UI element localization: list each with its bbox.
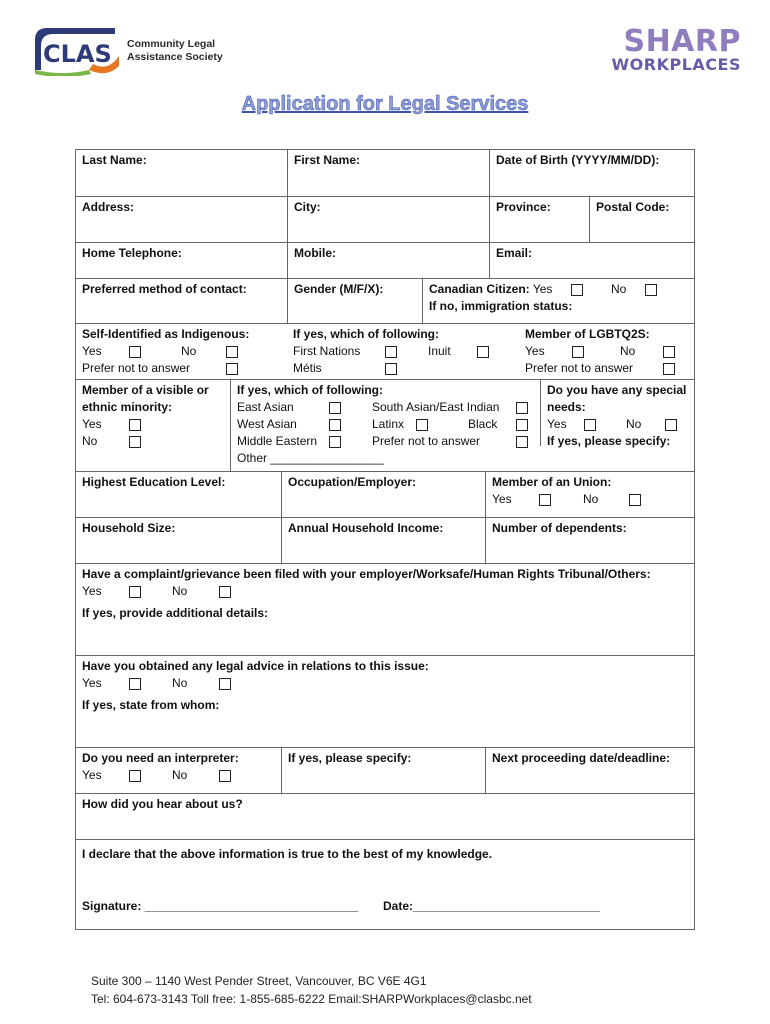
form-row-legal-advice — [76, 655, 694, 747]
metis-checkbox[interactable] — [385, 363, 397, 375]
application-form — [75, 149, 695, 930]
minority-field: Member of a visible or ethnic minority: Yes No — [82, 383, 209, 448]
east-asian-checkbox[interactable] — [329, 402, 341, 414]
mobile-field[interactable]: Mobile: — [287, 243, 489, 278]
form-row-declaration — [76, 839, 694, 929]
advice-from-whom-field[interactable]: If yes, state from whom: — [82, 698, 220, 712]
footer-phone-email: Tel: 604-673-3143 Toll free: 1-855-685-6222 Email:SHARPWorkplaces@clasbc.net — [91, 992, 532, 1006]
household-size-field[interactable]: Household Size: — [82, 521, 176, 535]
gender-field[interactable]: Gender (M/F/X): — [287, 279, 422, 323]
complaint-no-checkbox[interactable] — [219, 586, 231, 598]
advice-no-checkbox[interactable] — [219, 678, 231, 690]
black-checkbox[interactable] — [516, 419, 528, 431]
lgbtq-prefer-checkbox[interactable] — [663, 363, 675, 375]
inuit-checkbox[interactable] — [477, 346, 489, 358]
dob-field[interactable]: Date of Birth (YYYY/MM/DD): — [489, 150, 694, 196]
minority-yes-checkbox[interactable] — [129, 419, 141, 431]
home-telephone-field[interactable]: Home Telephone: — [82, 246, 182, 260]
west-asian-checkbox[interactable] — [329, 419, 341, 431]
interpreter-field: Do you need an interpreter: Yes No — [82, 751, 239, 782]
sharp-workplaces-logo: SHARP WORKPLACES — [611, 24, 741, 74]
form-row-complaint — [76, 563, 694, 655]
education-field[interactable]: Highest Education Level: — [82, 475, 226, 489]
indigenous-prefer-checkbox[interactable] — [226, 363, 238, 375]
latinx-checkbox[interactable] — [416, 419, 428, 431]
occupation-field[interactable]: Occupation/Employer: — [281, 472, 485, 517]
province-field[interactable]: Province: — [489, 197, 589, 242]
complaint-field: Have a complaint/grievance been filed with your employer/Worksafe/Human Rights Tribunal/Others: Yes No If yes, provide additional details: — [76, 564, 694, 655]
interpreter-yes-checkbox[interactable] — [129, 770, 141, 782]
minority-no-checkbox[interactable] — [129, 436, 141, 448]
last-name-field[interactable]: Last Name: — [82, 153, 147, 167]
form-row-interpreter — [76, 747, 694, 793]
minority-prefer-checkbox[interactable] — [516, 436, 528, 448]
legal-advice-field: Have you obtained any legal advice in relations to this issue: Yes No If yes, state from whom: — [76, 656, 694, 747]
clas-name: Community Legal Assistance Society — [127, 38, 223, 63]
footer-contact — [91, 972, 532, 1008]
form-row-referral — [76, 793, 694, 839]
indigenous-yes-checkbox[interactable] — [129, 346, 141, 358]
city-field[interactable]: City: — [287, 197, 489, 242]
other-ethnicity-field[interactable]: Other _________________ — [237, 451, 384, 465]
form-row-name — [76, 150, 694, 196]
lgbtq-field: Member of LGBTQ2S: Yes No Prefer not to answer — [519, 324, 694, 379]
lgbtq-no-checkbox[interactable] — [663, 346, 675, 358]
middle-eastern-checkbox[interactable] — [329, 436, 341, 448]
citizenship-field: Canadian Citizen: Yes No If no, immigration status: — [422, 279, 694, 323]
first-name-field[interactable]: First Name: — [287, 150, 489, 196]
form-row-address — [76, 196, 694, 242]
form-row-phone — [76, 242, 694, 278]
first-nations-checkbox[interactable] — [385, 346, 397, 358]
deadline-field[interactable]: Next proceeding date/deadline: — [485, 748, 694, 793]
form-row-education — [76, 471, 694, 517]
footer-address: Suite 300 – 1140 West Pender Street, Vancouver, BC V6E 4G1 — [91, 974, 427, 988]
indigenous-no-checkbox[interactable] — [226, 346, 238, 358]
page-title: Application for Legal Services — [241, 93, 529, 115]
referral-source-field[interactable]: How did you hear about us? — [82, 797, 243, 811]
svg-text:CLAS: CLAS — [43, 40, 112, 68]
advice-yes-checkbox[interactable] — [129, 678, 141, 690]
minority-group-field: If yes, which of following: East Asian West Asian Middle Eastern Other _________________ South Asian/East Indian Latinx Black Prefer not to answer — [230, 380, 540, 471]
clas-logo — [33, 26, 233, 76]
clas-logo-mark — [33, 26, 119, 76]
union-no-checkbox[interactable] — [629, 494, 641, 506]
contact-method-field[interactable]: Preferred method of contact: — [82, 282, 247, 296]
interpreter-no-checkbox[interactable] — [219, 770, 231, 782]
declaration-section: I declare that the above information is true to the best of my knowledge. Signature: ________________________________ Date:____________________________ — [76, 840, 694, 929]
union-field: Member of an Union: Yes No — [485, 472, 694, 517]
south-asian-checkbox[interactable] — [516, 402, 528, 414]
union-yes-checkbox[interactable] — [539, 494, 551, 506]
complaint-details-field[interactable]: If yes, provide additional details: — [82, 606, 269, 620]
form-row-minority — [76, 379, 694, 471]
address-field[interactable]: Address: — [82, 200, 135, 214]
complaint-yes-checkbox[interactable] — [129, 586, 141, 598]
household-income-field[interactable]: Annual Household Income: — [281, 518, 485, 563]
needs-no-checkbox[interactable] — [665, 419, 677, 431]
citizen-yes-checkbox[interactable] — [571, 284, 583, 296]
email-field[interactable]: Email: — [489, 243, 694, 278]
date-field[interactable]: Date:____________________________ — [383, 899, 600, 913]
form-row-indigenous — [76, 323, 694, 379]
form-row-household — [76, 517, 694, 563]
postal-code-field[interactable]: Postal Code: — [589, 197, 694, 242]
indigenous-group-field: If yes, which of following: First Nations Inuit Métis — [287, 324, 519, 379]
needs-yes-checkbox[interactable] — [584, 419, 596, 431]
indigenous-field: Self-Identified as Indigenous: Yes No Prefer not to answer — [82, 327, 250, 375]
citizen-no-checkbox[interactable] — [645, 284, 657, 296]
dependents-field[interactable]: Number of dependents: — [485, 518, 694, 563]
interpreter-specify-field[interactable]: If yes, please specify: — [281, 748, 485, 793]
special-needs-field: Do you have any special needs: Yes No If yes, please specify: — [540, 380, 694, 446]
form-row-contact — [76, 278, 694, 323]
lgbtq-yes-checkbox[interactable] — [572, 346, 584, 358]
signature-field[interactable]: Signature: ________________________________ — [82, 899, 359, 913]
